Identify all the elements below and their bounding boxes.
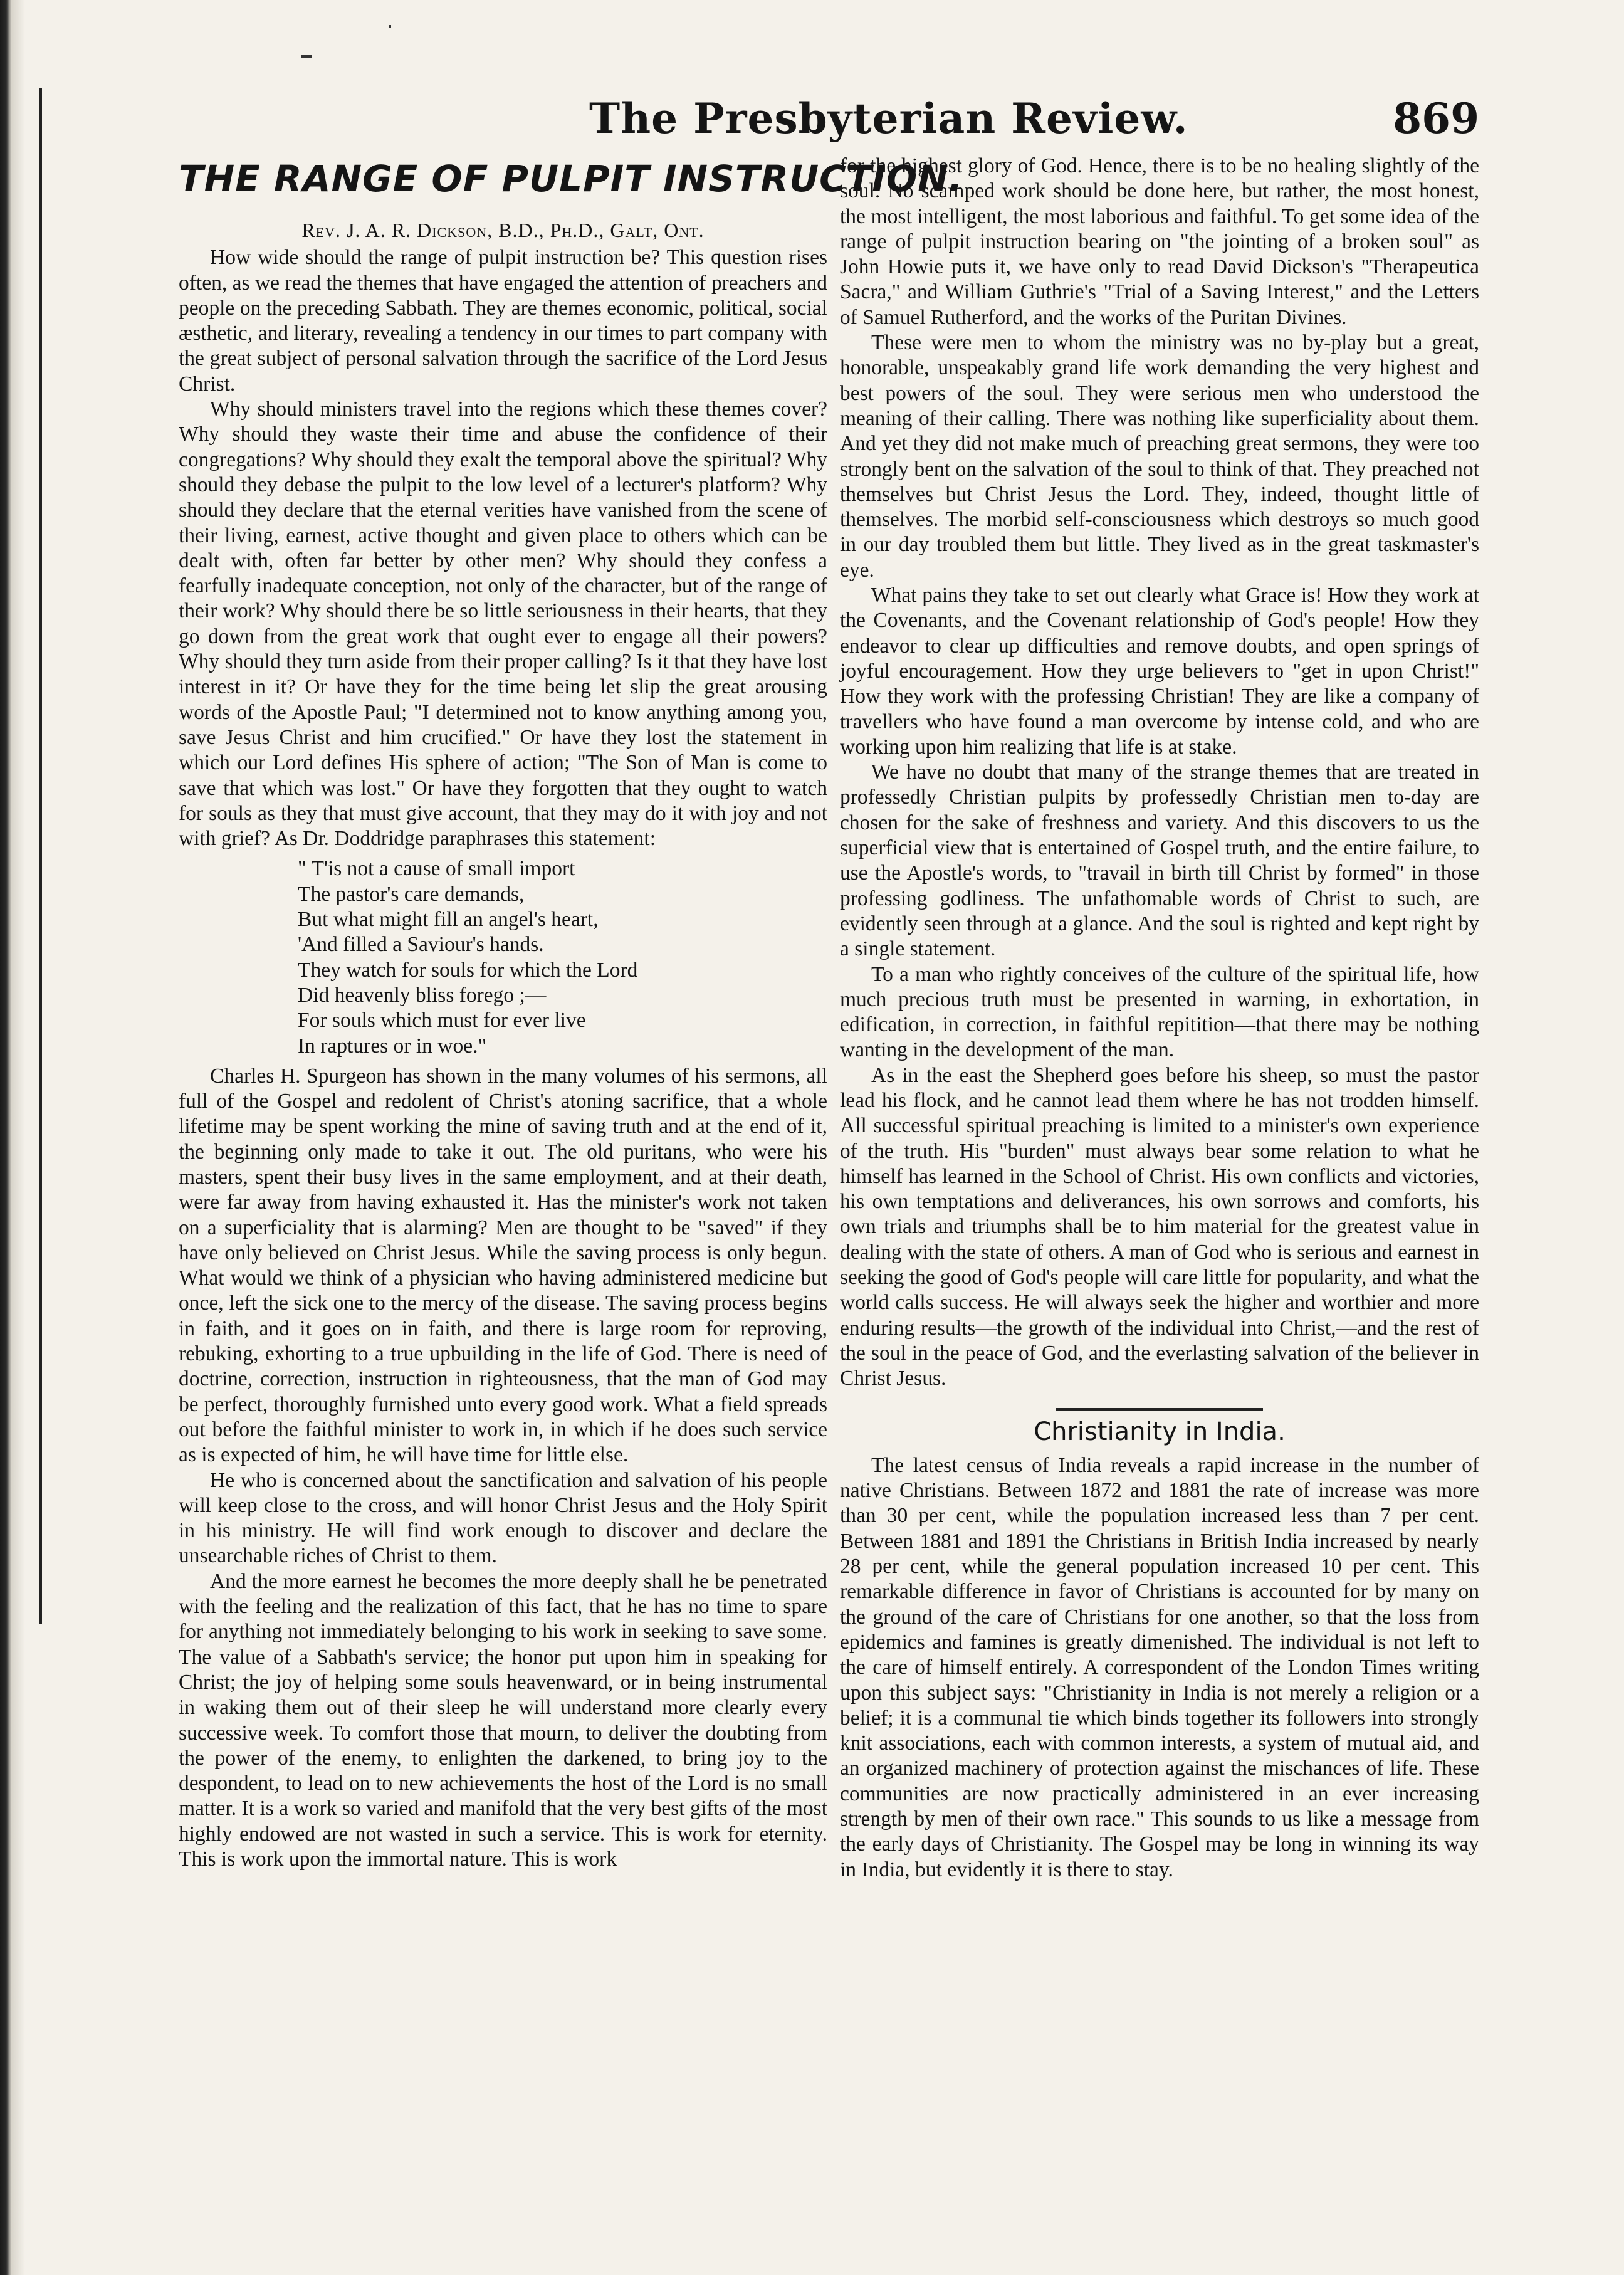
paragraph: How wide should the range of pulpit instruction be? This question rises often, as we read the themes that have engaged the attention of preachers and people on the preceding Sabbath. They are themes economic, political, social æsthetic, and literary, revealing a tendency in our times to part company with the great subject of personal salvation through the sacrifice of the Lord Jesus Christ. — [179, 246, 827, 396]
page-binding-shadow — [0, 0, 25, 2275]
poem-quotation — [298, 856, 827, 1058]
journal-title: The Presbyterian Review. — [589, 94, 1188, 143]
poem-line: 'And filled a Saviour's hands. — [298, 933, 544, 957]
section-heading: Christianity in India. — [1034, 1417, 1286, 1446]
poem-line: The pastor's care demands, — [298, 882, 525, 906]
print-speck — [301, 55, 312, 58]
paragraph-continued: for the highest glory of God. Hence, there is to be no healing slightly of the soul. No scamped work should be done here, but rather, the most honest, the most intelligent, the most laborious and faithful. To get some idea of the range of pulpit instruction bearing on "the jointing of a broken soul" as John Howie puts it, we have only to read David Dickson's "Therapeutica Sacra," and William Guthrie's "Trial of a Saving Interest," and the Letters of Samuel Rutherford, and the works of the Puritan Divines. — [840, 154, 1479, 329]
paragraph: These were men to whom the ministry was no by-play but a great, honorable, unspeakably grand life work demanding the very highest and best powers of the soul. They were serious men who understood the meaning of their calling. There was nothing like superficiality about them. And yet they did not make much of preaching great sermons, they were too strongly bent on the salvation of the soul to think of that. They preached not themselves but Christ Jesus the Lord. They, indeed, thought little of themselves. The morbid self-consciousness which destroys so much good in our day troubled them but little. They lived as in the great taskmaster's eye. — [840, 331, 1479, 582]
poem-line: Did heavenly bliss forego ;— — [298, 983, 547, 1007]
paragraph: As in the east the Shepherd goes before his sheep, so must the pastor lead his flock, and he cannot lead them where he has not trodden himself. All successful spiritual preaching is limited to a minister's own experience of the truth. His "burden" must always bear some relation to what he himself has learned in the School of Christ. His own conflicts and victories, his own temptations and deliverances, his own sorrows and comforts, his own trials and triumphs shall be to him material for the greatest value in dealing with the state of others. A man of God who is serious and earnest in seeking the good of God's people will care little for popularity, and what the world calls success. He will always seek the higher and worthier and more enduring results—the growth of the individual into Christ,—and the rest of the soul in the peace of God, and the everlasting salvation of the believer in Christ Jesus. — [840, 1063, 1479, 1390]
paragraph: The latest census of India reveals a rapid increase in the number of native Christians. Between 1872 and 1881 the rate of increase was more than 30 per cent, while the population increased less than 7 per cent. Between 1881 and 1891 the Christians in British India increased by nearly 28 per cent, while the general population increased 10 per cent. This remarkable difference in favor of Christians is accounted for by many on the ground of the care of Christians for one another, so that the loss from epidemics and famines is greatly dimenished. The individual is not left to the care of himself entirely. A correspondent of the London Times writing upon this subject says: "Christianity in India is not merely a religion or a belief; it is a communal tie which binds together its followers into strongly knit associations, each with common interests, a system of mutual aid, and an organized machinery of protection against the mischances of life. These communities are now practically administered in an ever increasing strength by men of their own race." This sounds to us like a message from the early days of Christianity. The Gospel may be long in winning its way in India, but evidently it is there to stay. — [840, 1453, 1479, 1881]
article-title: THE RANGE OF PULPIT INSTRUCTION. — [179, 157, 963, 200]
article-byline: Rev. J. A. R. Dickson, B.D., Ph.D., Galt, Ont. — [301, 219, 705, 241]
poem-line: But what might fill an angel's heart, — [298, 908, 599, 932]
paragraph: To a man who rightly conceives of the culture of the spiritual life, how much precious truth must be presented in warning, in exhortation, in edification, in correction, in faithful repitition—that there may be nothing wanting in the development of the man. — [840, 962, 1479, 1062]
poem-line: They watch for souls for which the Lord — [298, 958, 638, 982]
poem-line: " T'is not a cause of small import — [298, 857, 575, 881]
section-divider — [1056, 1408, 1263, 1411]
poem-line: In raptures or in woe." — [298, 1034, 487, 1058]
paragraph: We have no doubt that many of the strange themes that are treated in professedly Christian pulpits by professedly Christian men to-day are chosen for the sake of freshness and variety. And this discovers to us the superficial view that is entertained of Gospel truth, and the entire failure, to use the Apostle's words, to "travail in birth till Christ by formed" in those professing godliness. The unfathomable words of Christ to such, are evidently seen through at a glance. And the soul is righted and kept right by a single statement. — [840, 760, 1479, 961]
right-column — [840, 154, 1479, 1883]
paragraph: Why should ministers travel into the regions which these themes cover? Why should they waste their time and abuse the confidence of their congregations? Why should they exalt the temporal above the spiritual? Why should they debase the pulpit to the low level of a lecturer's platform? Why should they declare that the eternal verities have vanished from the scene of their living, earnest, active thought and given place to others which can be dealt with, often far better by other men? Why should they confess a fearfully inadequate conception, not only of the character, but of the range of their work? Why should there be so little seriousness in their hearts, that they go down from the great work that ought ever to engage all their powers? Why should they turn aside from their proper calling? Is it that they have lost interest in it? Or have they for the time being let slip the great arousing words of the Apostle Paul; "I determined not to know anything among you, save Jesus Christ and him crucified." Or have they lost the statement in which our Lord defines His sphere of action; "The Son of Man is come to save that which was lost." Or have they forgotten that they ought to watch for souls as they that must give account, that they may do it with joy and not with grief? As Dr. Doddridge paraphrases this statement: — [179, 397, 827, 851]
print-speck — [389, 25, 391, 28]
paragraph: Charles H. Spurgeon has shown in the many volumes of his sermons, all full of the Gospel and redolent of Christ's atoning sacrifice, that a whole lifetime may be spent working the mine of saving truth and at the end of it, the beginning only made to take it out. The old puritans, who were his masters, spent their busy lives in the same employment, and at their death, were far away from having exhausted it. Has the minister's work not taken on a superficiality that is alarming? Men are thought to be "saved" if they have only believed on Christ Jesus. While the saving process is only begun. What would we think of a physician who having administered medicine but once, left the sick one to the mercy of the disease. The saving process begins in faith, and it goes on in faith, and there is large room for reproving, rebuking, exhorting to a true upbuilding in the life of God. There is need of doctrine, correction, instruction in righteousness, that the man of God may be perfect, thoroughly furnished unto every good work. What a field spreads out before the faithful minister to work in, in which if he does such service as is expected of him, he will have time for little else. — [179, 1064, 827, 1467]
running-header — [589, 88, 1479, 157]
page-number: 869 — [1393, 94, 1479, 143]
paragraph: He who is concerned about the sanctification and salvation of his people will keep close to the cross, and will honor Christ Jesus and the Holy Spirit in his ministry. He will find work enough to discover and declare the unsearchable riches of Christ to them. — [179, 1468, 827, 1568]
poem-line: For souls which must for ever live — [298, 1009, 586, 1032]
left-column — [179, 154, 963, 1872]
margin-rule — [39, 88, 42, 1624]
paragraph: What pains they take to set out clearly what Grace is! How they work at the Covenants, and the Covenant relationship of God's people! How they endeavor to clear up difficulties and remove doubts, and open springs of joyful encouragement. How they urge believers to "get in upon Christ!" How they work with the professing Christian! They are like a company of travellers who have found a man overcome by intense cold, and who are working upon him realizing that life is at stake. — [840, 584, 1479, 759]
paragraph: And the more earnest he becomes the more deeply shall he be penetrated with the feeling and the realization of this fact, that he has no time to spare for anything not immediately belonging to his work in seeking to save some. The value of a Sabbath's service; the honor put upon him in speaking for Christ; the joy of helping some souls heavenward, or in being instrumental in waking them out of their sleep he will understand more clearly every successive week. To comfort those that mourn, to deliver the doubting from the power of the enemy, to enlighten the darkened, to bring joy to the despondent, to lead on to new achievements the host of the Lord is no small matter. It is a work so varied and manifold that the very best gifts of the most highly endowed are not wasted in such a service. This is work for eternity. This is work upon the immortal nature. This is work — [179, 1569, 827, 1871]
